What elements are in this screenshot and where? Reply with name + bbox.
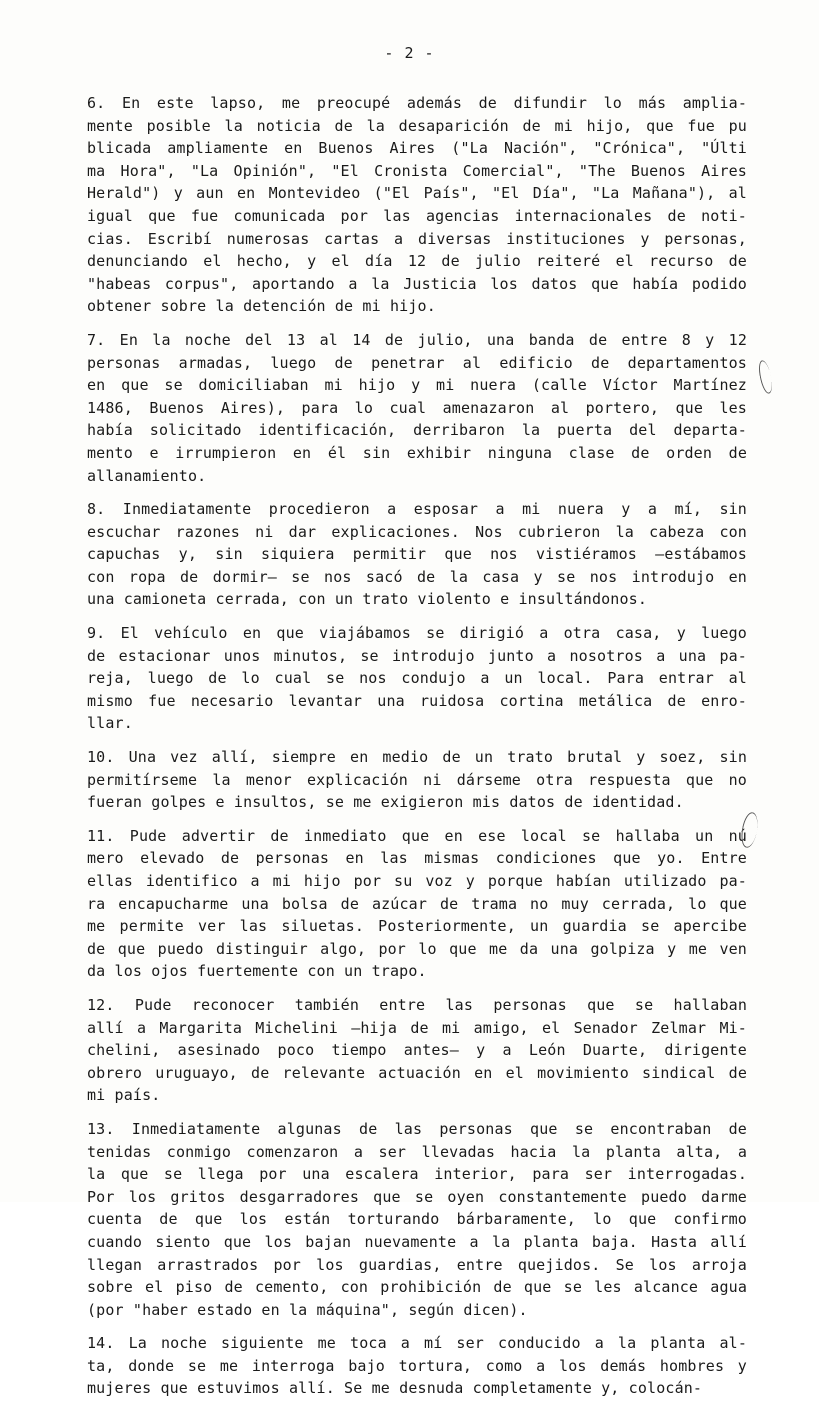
text-line: de que puedo distinguir algo, por lo que me da una golpiza y me ven [87, 939, 747, 958]
text-line: obtener sobre la detención de mi hijo. [87, 297, 436, 316]
text-line: allanamiento. [87, 466, 207, 485]
paragraph [87, 1118, 747, 1321]
text-line: obrero uruguayo, de relevante actuación en el movimiento sindical de [87, 1063, 747, 1082]
text-line: una camioneta cerrada, con un trato violento e insultándonos. [87, 590, 648, 609]
text-line: 10. Una vez allí, siempre en medio de un trato brutal y soez, sin [87, 748, 747, 767]
margin-pen-mark [757, 359, 775, 395]
text-line: cuenta de que los están torturando bárbaramente, lo que confirmo [87, 1210, 747, 1229]
text-line: igual que fue comunicada por las agencias internacionales de noti- [87, 206, 747, 225]
text-line: ma Hora", "La Opinión", "El Cronista Comercial", "The Buenos Aires [87, 161, 747, 180]
paragraph [87, 994, 747, 1107]
text-line: ra encapucharme una bolsa de azúcar de trama no muy cerrada, lo que [87, 894, 747, 913]
text-line: 14. La noche siguiente me toca a mí ser conducido a la planta al- [87, 1334, 747, 1353]
text-line: llegan arrastrados por los guardias, entre quejidos. Se los arroja [87, 1255, 747, 1274]
text-line: "habeas corpus", aportando a la Justicia los datos que había podido [87, 274, 747, 293]
document-body [87, 92, 747, 1411]
paragraph [87, 746, 747, 814]
text-line: cuando siento que los bajan nuevamente a la planta baja. Hasta allí [87, 1232, 747, 1251]
text-line: 7. En la noche del 13 al 14 de julio, una banda de entre 8 y 12 [87, 330, 747, 349]
text-line: Herald") y aun en Montevideo ("El País", "El Día", "La Mañana"), al [87, 184, 747, 203]
text-line: mero elevado de personas en las mismas condiciones que yo. Entre [87, 849, 747, 868]
text-line: capuchas y, sin siquiera permitir que nos vistiéramos —estábamos [87, 545, 747, 564]
text-line: fueran golpes e insultos, se me exigieron mis datos de identidad. [87, 793, 684, 812]
text-line: chelini, asesinado poco tiempo antes— y a León Duarte, dirigente [87, 1041, 747, 1060]
text-line: tenidas conmigo comenzaron a ser llevadas hacia la planta alta, a [87, 1142, 747, 1161]
text-line: con ropa de dormir— se nos sacó de la casa y se nos introdujo en [87, 567, 747, 586]
text-line: la que se llega por una escalera interior, para ser interrogadas. [87, 1165, 747, 1184]
text-line: 11. Pude advertir de inmediato que en ese local se hallaba un nú [87, 826, 747, 845]
text-line: (por "haber estado en la máquina", según dicen). [87, 1300, 528, 1319]
text-line: denunciando el hecho, y el día 12 de julio reiteré el recurso de [87, 252, 747, 271]
text-line: había solicitado identificación, derribaron la puerta del departa- [87, 421, 747, 440]
text-line: allí a Margarita Michelini —hija de mi amigo, el Senador Zelmar Mi- [87, 1018, 747, 1037]
text-line: sobre el piso de cemento, con prohibición de que se les alcance agua [87, 1278, 747, 1297]
paragraph [87, 498, 747, 611]
text-line: llar. [87, 714, 133, 733]
text-line: ta, donde se me interroga bajo tortura, como a los demás hombres y [87, 1356, 747, 1375]
text-line: blicada ampliamente en Buenos Aires ("La Nación", "Crónica", "Últi [87, 139, 747, 158]
text-line: mento e irrumpieron en él sin exhibir ninguna clase de orden de [87, 443, 747, 462]
text-line: mujeres que estuvimos allí. Se me desnuda completamente y, colocán- [87, 1379, 703, 1398]
text-line: da los ojos fuertemente con un trapo. [87, 962, 427, 981]
text-line: 6. En este lapso, me preocupé además de difundir lo más amplia- [87, 94, 747, 112]
text-line: cias. Escribí numerosas cartas a diversas instituciones y personas, [87, 229, 747, 248]
text-line: en que se domiciliaban mi hijo y mi nuera (calle Víctor Martínez [87, 376, 747, 395]
text-line: permitírseme la menor explicación ni dárseme otra respuesta que no [87, 770, 747, 789]
text-line: mente posible la noticia de la desaparición de mi hijo, que fue pu [87, 116, 747, 135]
text-line: mi país. [87, 1086, 161, 1105]
text-line: 9. El vehículo en que viajábamos se dirigió a otra casa, y luego [87, 624, 747, 643]
page-number: - 2 - [384, 44, 435, 62]
paragraph [87, 329, 747, 487]
text-line: Por los gritos desgarradores que se oyen constantemente puedo darme [87, 1187, 747, 1206]
text-line: 8. Inmediatamente procedieron a esposar a mi nuera y a mí, sin [87, 500, 747, 519]
paragraph [87, 92, 747, 318]
text-line: me permite ver las siluetas. Posteriormente, un guardia se apercibe [87, 917, 747, 936]
paragraph [87, 622, 747, 735]
paragraph [87, 825, 747, 983]
text-line: personas armadas, luego de penetrar al edificio de departamentos [87, 353, 747, 372]
text-line: 1486, Buenos Aires), para lo cual amenazaron al portero, que les [87, 398, 747, 417]
text-line: mismo fue necesario levantar una ruidosa cortina metálica de enro- [87, 691, 747, 710]
text-line: escuchar razones ni dar explicaciones. Nos cubrieron la cabeza con [87, 522, 747, 541]
text-line: 13. Inmediatamente algunas de las personas que se encontraban de [87, 1119, 747, 1138]
text-line: 12. Pude reconocer también entre las personas que se hallaban [87, 995, 747, 1014]
text-line: reja, luego de lo cual se nos condujo a un local. Para entrar al [87, 669, 747, 688]
text-line: de estacionar unos minutos, se introdujo junto a nosotros a una pa- [87, 646, 747, 665]
text-line: ellas identifico a mi hijo por su voz y porque habían utilizado pa- [87, 872, 747, 890]
paragraph [87, 1332, 747, 1400]
